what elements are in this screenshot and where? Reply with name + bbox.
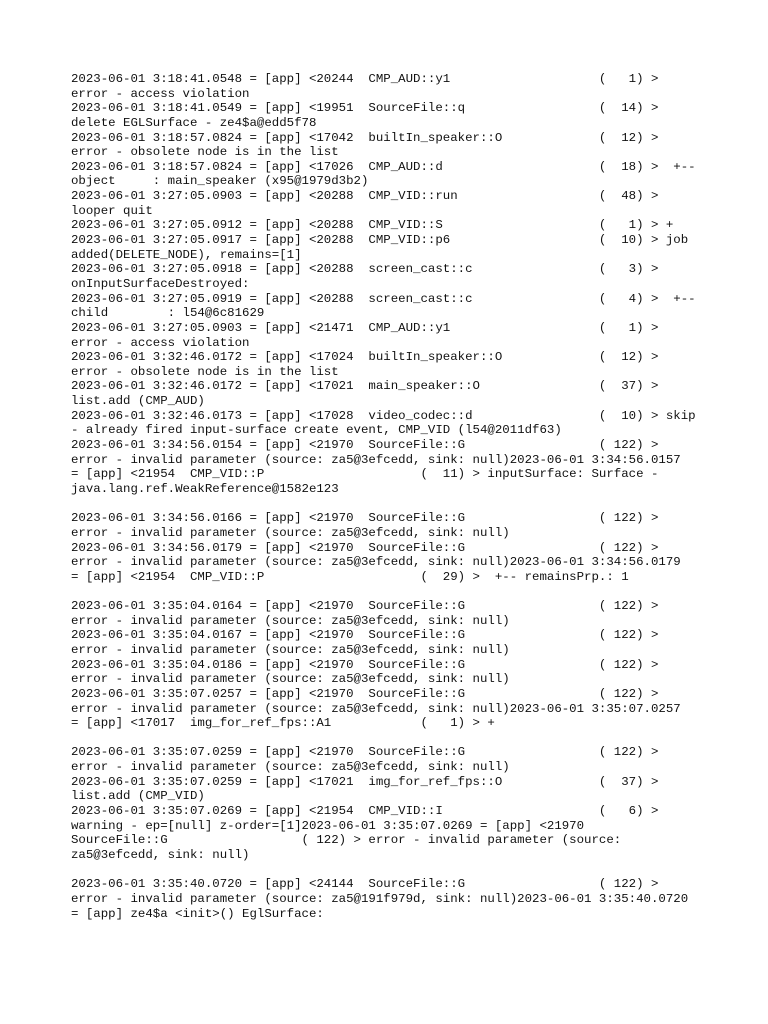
log-line: error - obsolete node is in the list (71, 145, 339, 160)
log-line: error - invalid parameter (source: za5@3efcedd, sink: null)2023-06-01 3:34:56.0157 (71, 452, 681, 467)
log-line: 2023-06-01 3:35:07.0257 = [app] <21970 SourceFile::G ( 122) > (71, 686, 659, 701)
log-line: 2023-06-01 3:18:41.0548 = [app] <20244 CMP_AUD::y1 ( 1) > (71, 72, 659, 86)
log-line: object : main_speaker (x95@1979d3b2) (71, 174, 369, 189)
log-line: = [app] <21954 CMP_VID::P ( 29) > +-- remainsPrp.: 1 (71, 569, 629, 584)
log-line: 2023-06-01 3:18:57.0824 = [app] <17026 CMP_AUD::d ( 18) > +-- (71, 159, 696, 174)
log-line: 2023-06-01 3:35:07.0259 = [app] <21970 SourceFile::G ( 122) > (71, 745, 659, 760)
log-line: error - invalid parameter (source: za5@3efcedd, sink: null) (71, 672, 510, 687)
log-line: child : l54@6c81629 (71, 306, 265, 321)
log-document (71, 72, 751, 921)
log-line: error - invalid parameter (source: za5@3efcedd, sink: null) (71, 760, 510, 775)
log-line: error - invalid parameter (source: za5@3efcedd, sink: null)2023-06-01 3:35:07.0257 (71, 701, 681, 716)
log-line: 2023-06-01 3:27:05.0903 = [app] <20288 CMP_VID::run ( 48) > (71, 189, 659, 204)
log-line: error - invalid parameter (source: za5@3efcedd, sink: null) (71, 642, 510, 657)
log-line: 2023-06-01 3:35:07.0259 = [app] <17021 img_for_ref_fps::O ( 37) > (71, 774, 659, 789)
log-line: error - obsolete node is in the list (71, 364, 339, 379)
log-line: 2023-06-01 3:35:04.0164 = [app] <21970 SourceFile::G ( 122) > (71, 599, 659, 614)
log-line (71, 584, 751, 599)
log-line (71, 497, 751, 512)
log-line: error - invalid parameter (source: za5@3efcedd, sink: null) (71, 613, 510, 628)
log-line (71, 731, 751, 746)
log-line: looper quit (71, 203, 153, 218)
log-line: list.add (CMP_AUD) (71, 394, 205, 409)
log-line: delete EGLSurface - ze4$a@edd5f78 (71, 115, 317, 130)
log-line: 2023-06-01 3:34:56.0166 = [app] <21970 SourceFile::G ( 122) > (71, 511, 659, 526)
log-line: - already fired input-surface create event, CMP_VID (l54@2011df63) (71, 423, 562, 438)
log-line: java.lang.ref.WeakReference@1582e123 (71, 481, 339, 496)
log-line: 2023-06-01 3:18:57.0824 = [app] <17042 builtIn_speaker::O ( 12) > (71, 130, 659, 145)
log-line: 2023-06-01 3:27:05.0903 = [app] <21471 CMP_AUD::y1 ( 1) > (71, 320, 659, 335)
log-line: = [app] <21954 CMP_VID::P ( 11) > inputSurface: Surface - (71, 467, 659, 482)
log-line: SourceFile::G ( 122) > error - invalid parameter (source: (71, 833, 622, 848)
log-line: = [app] <17017 img_for_ref_fps::A1 ( 1) > + (71, 716, 495, 731)
log-line (71, 863, 751, 878)
log-line: 2023-06-01 3:35:04.0167 = [app] <21970 SourceFile::G ( 122) > (71, 628, 659, 643)
log-line: 2023-06-01 3:32:46.0173 = [app] <17028 video_codec::d ( 10) > skip (71, 408, 696, 423)
log-line: error - access violation (71, 335, 250, 350)
log-line: 2023-06-01 3:27:05.0918 = [app] <20288 screen_cast::c ( 3) > (71, 262, 659, 277)
log-line: error - invalid parameter (source: za5@3efcedd, sink: null)2023-06-01 3:34:56.0179 (71, 555, 681, 570)
log-line: error - access violation (71, 86, 250, 101)
log-line: added(DELETE_NODE), remains=[1] (71, 247, 302, 262)
log-line: warning - ep=[null] z-order=[1]2023-06-01 3:35:07.0269 = [app] <21970 (71, 818, 585, 833)
log-line: 2023-06-01 3:35:40.0720 = [app] <24144 SourceFile::G ( 122) > (71, 877, 659, 892)
log-line: za5@3efcedd, sink: null) (71, 847, 250, 862)
log-line: 2023-06-01 3:35:07.0269 = [app] <21954 CMP_VID::I ( 6) > (71, 804, 659, 819)
log-line: 2023-06-01 3:27:05.0919 = [app] <20288 screen_cast::c ( 4) > +-- (71, 291, 696, 306)
log-line: error - invalid parameter (source: za5@3efcedd, sink: null) (71, 525, 510, 540)
log-line: 2023-06-01 3:32:46.0172 = [app] <17024 builtIn_speaker::O ( 12) > (71, 350, 659, 365)
log-line: list.add (CMP_VID) (71, 789, 205, 804)
log-line: 2023-06-01 3:27:05.0917 = [app] <20288 CMP_VID::p6 ( 10) > job (71, 233, 689, 248)
log-line: 2023-06-01 3:35:04.0186 = [app] <21970 SourceFile::G ( 122) > (71, 657, 659, 672)
log-line: = [app] ze4$a <init>() EglSurface: (71, 906, 324, 921)
log-line: onInputSurfaceDestroyed: (71, 276, 250, 291)
log-line: error - invalid parameter (source: za5@191f979d, sink: null)2023-06-01 3:35:40.0720 (71, 891, 689, 906)
log-line: 2023-06-01 3:27:05.0912 = [app] <20288 CMP_VID::S ( 1) > + (71, 218, 674, 233)
log-line: 2023-06-01 3:32:46.0172 = [app] <17021 main_speaker::O ( 37) > (71, 379, 659, 394)
log-line: 2023-06-01 3:34:56.0179 = [app] <21970 SourceFile::G ( 122) > (71, 540, 659, 555)
log-line: 2023-06-01 3:18:41.0549 = [app] <19951 SourceFile::q ( 14) > (71, 101, 659, 116)
log-line: 2023-06-01 3:34:56.0154 = [app] <21970 SourceFile::G ( 122) > (71, 438, 659, 453)
